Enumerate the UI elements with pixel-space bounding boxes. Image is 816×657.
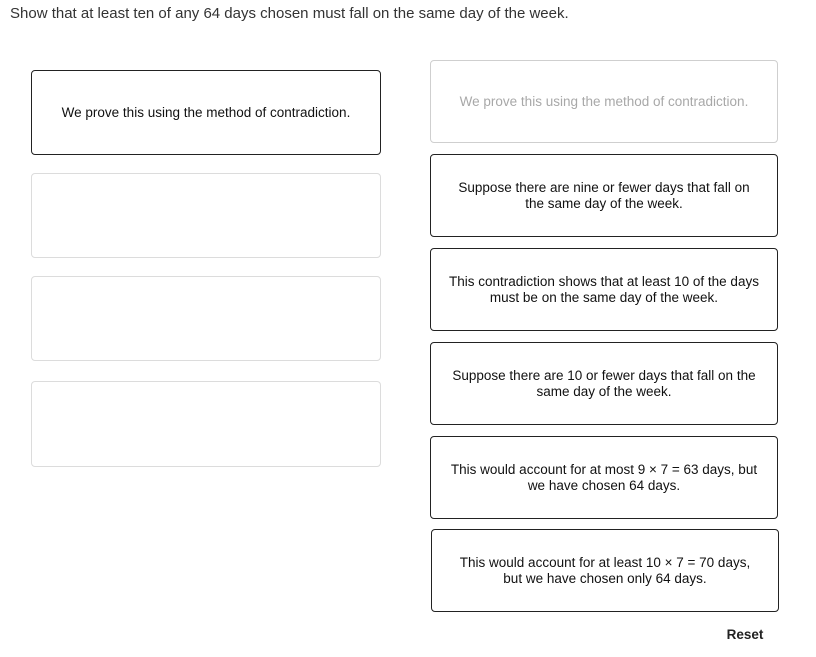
proof-tile-5[interactable] bbox=[431, 529, 779, 612]
proof-tile-3[interactable] bbox=[430, 342, 778, 425]
answer-slot-4[interactable] bbox=[31, 381, 381, 467]
answer-slot-3[interactable] bbox=[31, 276, 381, 361]
proof-tile-1[interactable] bbox=[430, 154, 778, 237]
proof-tile-4-text: This would account for at most 9 × 7 = 63 days, but we have chosen 64 days. bbox=[450, 461, 758, 493]
proof-tile-5-text: This would account for at least 10 × 7 = 70 days, but we have chosen only 64 days. bbox=[459, 554, 751, 586]
source-placeholder bbox=[430, 60, 778, 143]
proof-tile-2-text: This contradiction shows that at least 10 of the days must be on the same day of the week. bbox=[449, 273, 759, 305]
proof-tile-2[interactable] bbox=[430, 248, 778, 331]
question-text: Show that at least ten of any 64 days chosen must fall on the same day of the week. bbox=[10, 5, 569, 22]
proof-tile-1-text: Suppose there are nine or fewer days that fall on the same day of the week. bbox=[458, 179, 750, 211]
answer-slot-1-text: We prove this using the method of contradiction. bbox=[61, 104, 351, 120]
source-placeholder-text: We prove this using the method of contradiction. bbox=[459, 93, 749, 109]
proof-tile-4[interactable] bbox=[430, 436, 778, 519]
reset-button[interactable]: Reset bbox=[718, 624, 772, 644]
answer-slot-2[interactable] bbox=[31, 173, 381, 258]
answer-slot-1[interactable] bbox=[31, 70, 381, 155]
proof-tile-3-text: Suppose there are 10 or fewer days that fall on the same day of the week. bbox=[452, 367, 756, 399]
